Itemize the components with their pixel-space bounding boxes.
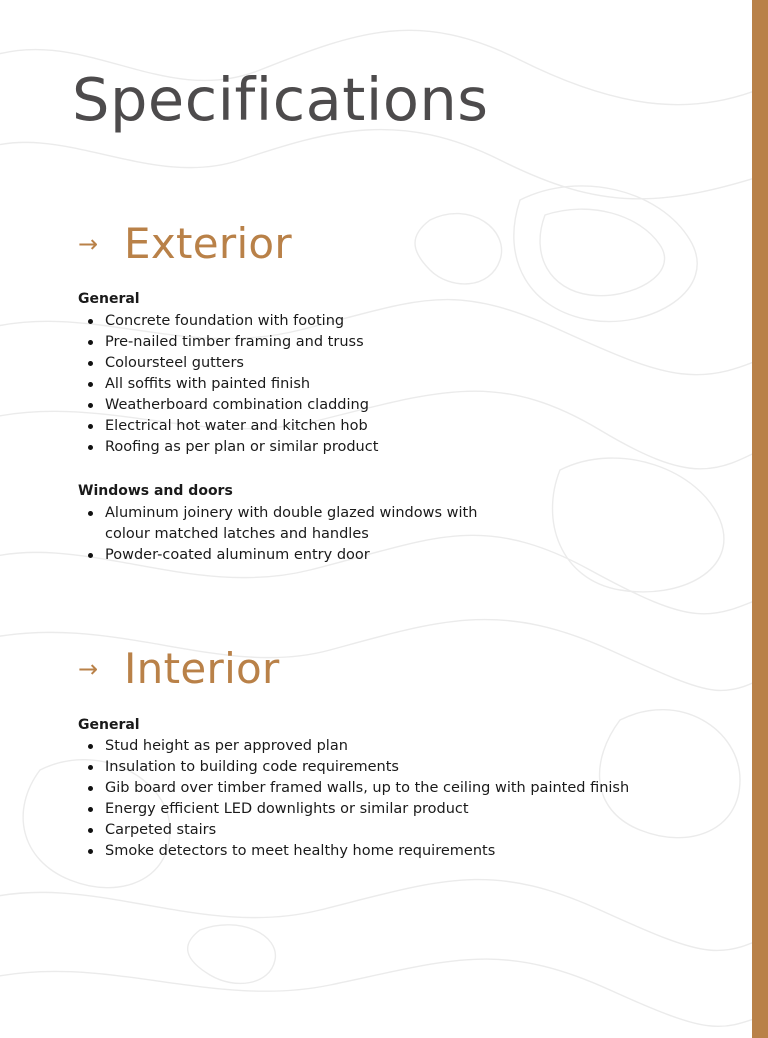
- list-item: Energy efficient LED downlights or similar product: [78, 799, 629, 820]
- list-item: Carpeted stairs: [78, 820, 629, 841]
- list-item: Weatherboard combination cladding: [78, 395, 378, 416]
- group-label-windows-and-doors: Windows and doors: [78, 483, 233, 499]
- list-item: Concrete foundation with footing: [78, 311, 378, 332]
- group-label-interior-general: General: [78, 717, 140, 733]
- list-item: Powder-coated aluminum entry door: [78, 545, 477, 566]
- list-item: Insulation to building code requirements: [78, 757, 629, 778]
- section-heading-interior: [78, 644, 280, 693]
- section-title-interior: Interior: [124, 644, 280, 693]
- list-item: Stud height as per approved plan: [78, 736, 629, 757]
- list-item: Pre-nailed timber framing and truss: [78, 332, 378, 353]
- list-item: Smoke detectors to meet healthy home requirements: [78, 841, 629, 862]
- group-label-exterior-general: General: [78, 291, 140, 307]
- section-heading-exterior: [78, 219, 293, 268]
- section-title-exterior: Exterior: [124, 219, 293, 268]
- list-exterior-general: [78, 311, 378, 458]
- list-item: All soffits with painted finish: [78, 374, 378, 395]
- list-item: Roofing as per plan or similar product: [78, 437, 378, 458]
- page-title: Specifications: [72, 65, 489, 134]
- list-item: [78, 503, 477, 545]
- list-item-line: colour matched latches and handles: [105, 526, 369, 542]
- arrow-right-icon: →: [78, 230, 99, 258]
- list-item: Gib board over timber framed walls, up to the ceiling with painted finish: [78, 778, 629, 799]
- list-item: Coloursteel gutters: [78, 353, 378, 374]
- accent-side-bar: [752, 0, 768, 1038]
- list-item: Electrical hot water and kitchen hob: [78, 416, 378, 437]
- list-item-line: Aluminum joinery with double glazed windows with: [105, 505, 478, 521]
- arrow-right-icon: →: [78, 655, 99, 683]
- list-interior-general: [78, 736, 629, 862]
- list-windows-and-doors: [78, 503, 477, 566]
